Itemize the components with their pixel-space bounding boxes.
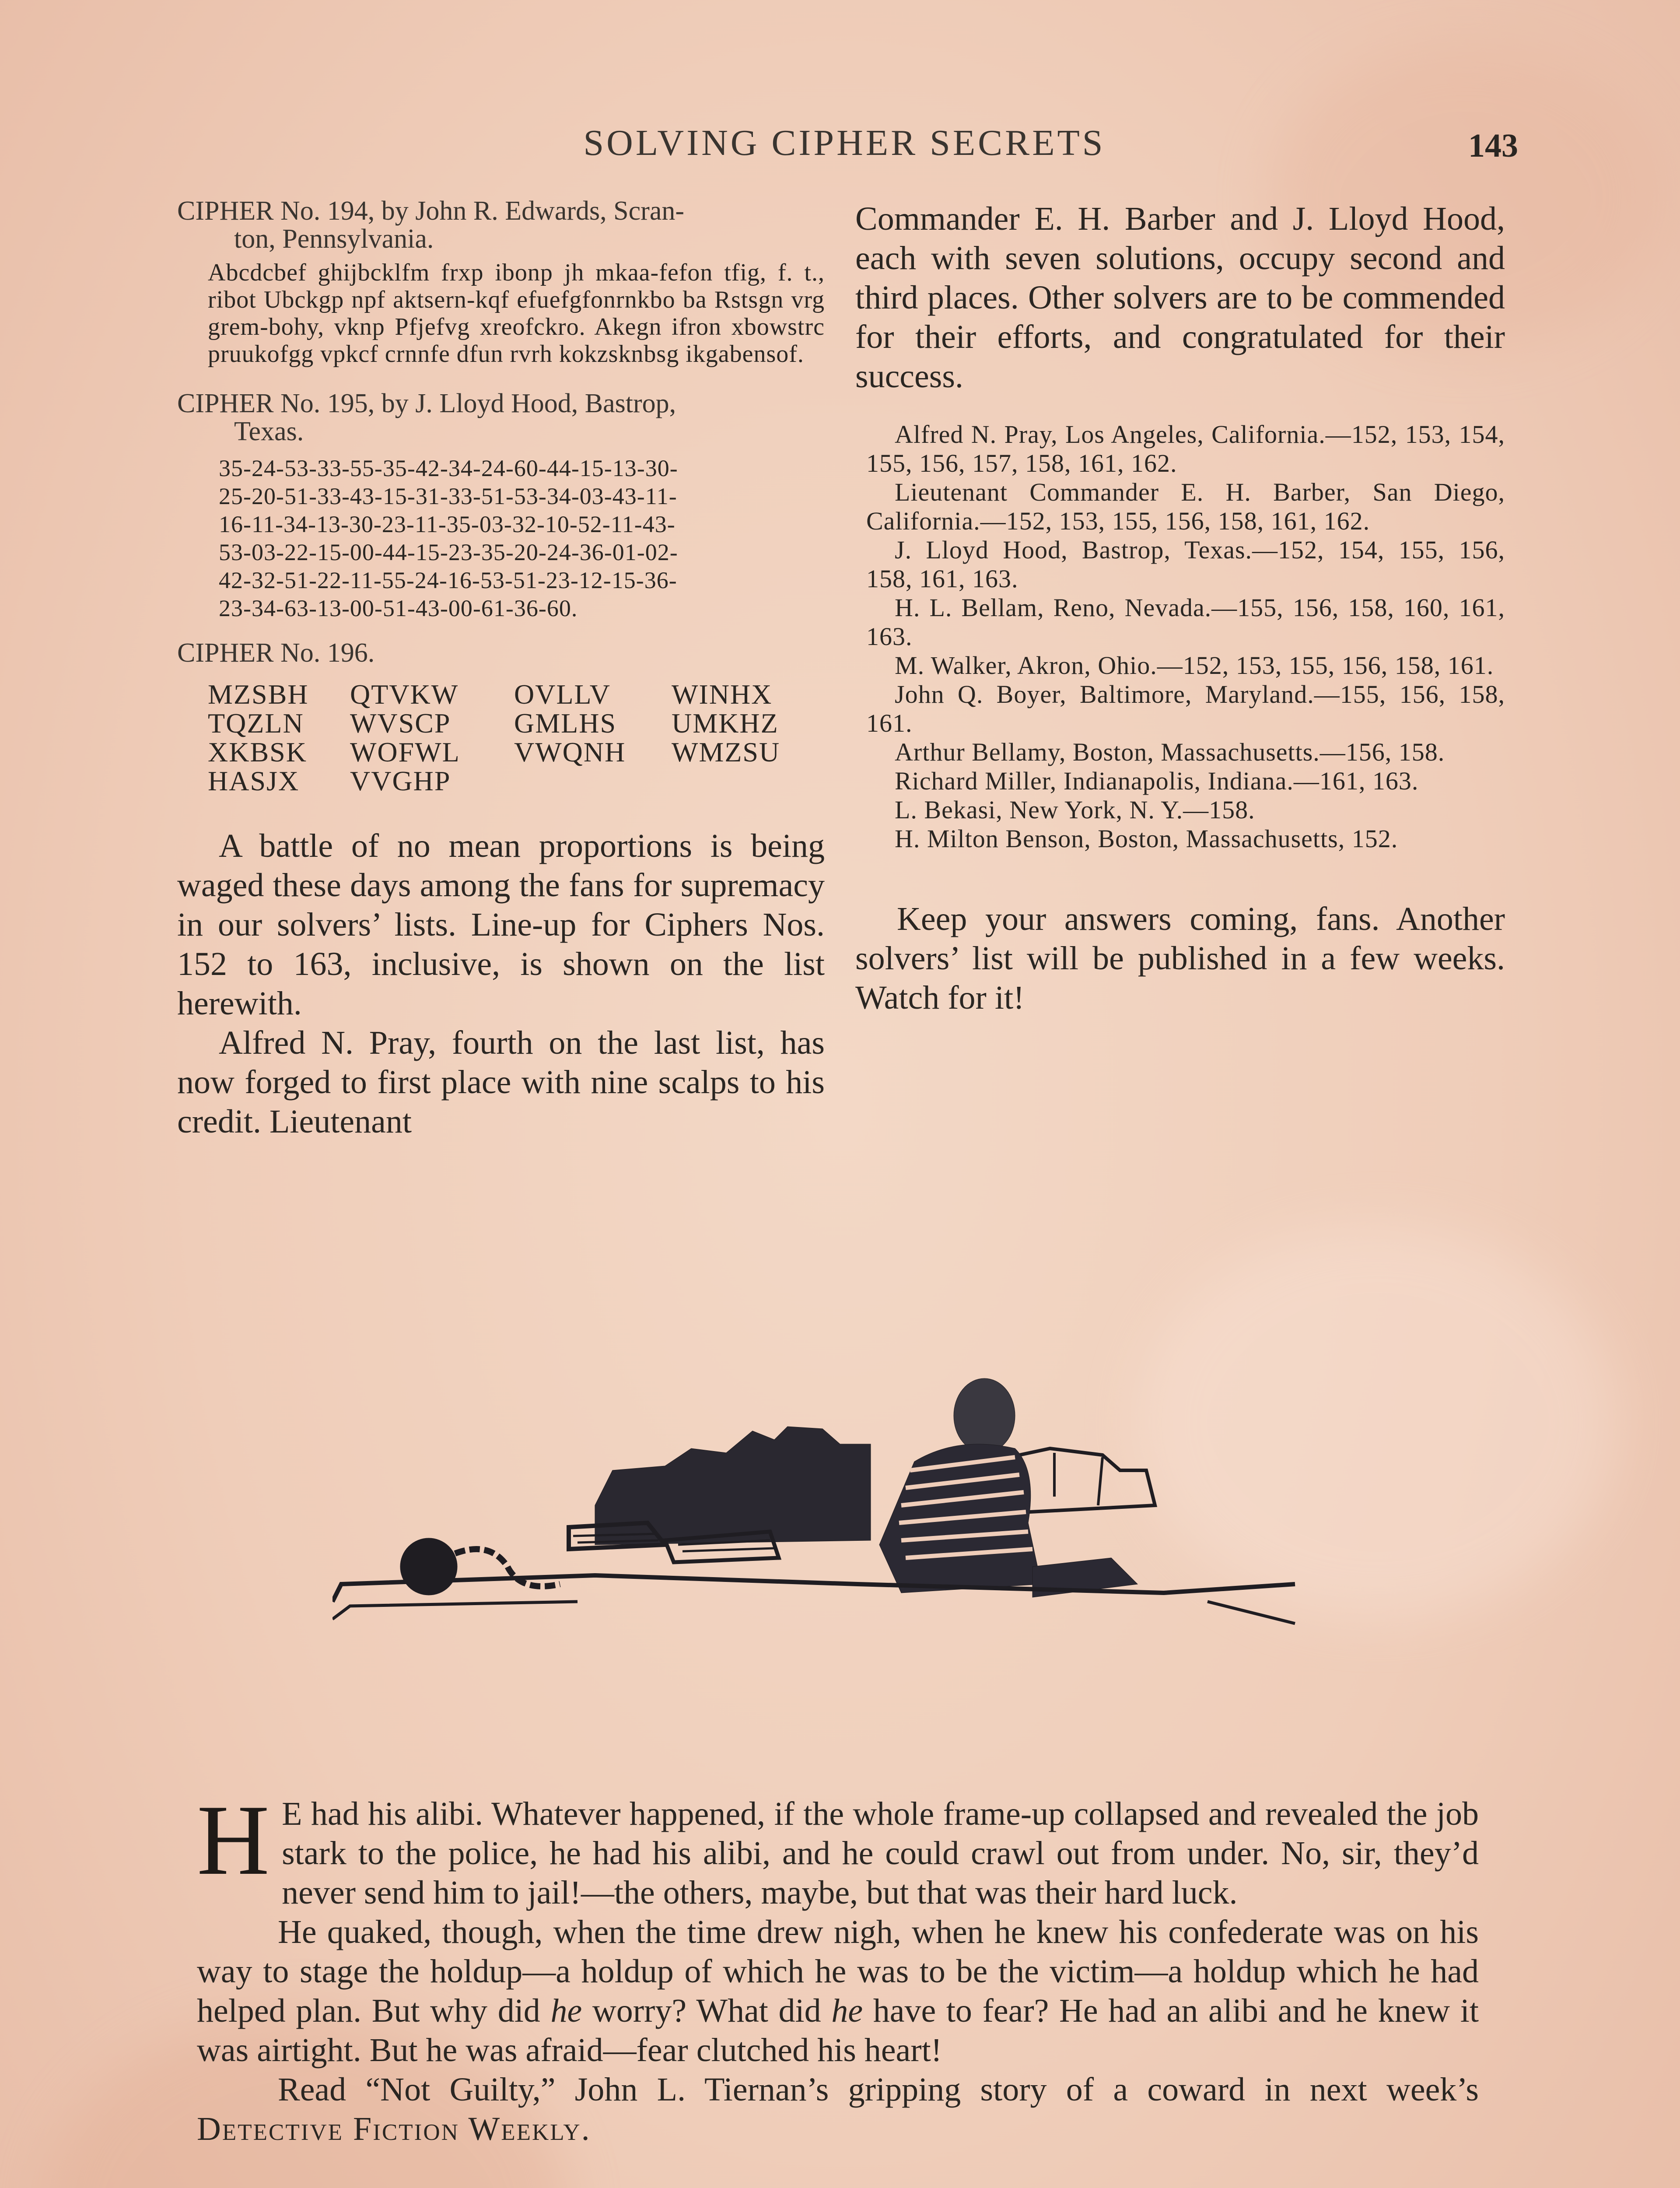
cipher-195-line: 23-34-63-13-00-51-43-00-61-36-60. [219,595,578,621]
cipher-group: HASJX [208,765,300,796]
solver-entry: H. L. Bellam, Reno, Nevada.—155, 156, 158, 160, 161, 163. [866,593,1505,651]
cipher-195-line: 25-20-51-33-43-15-31-33-51-53-34-03-43-11- [219,483,677,509]
story-paragraph-1-text: E had his alibi. Whatever happened, if the whole frame-up collapsed and revealed the job stark to the police, he had his alibi, and he could crawl out from under. No, sir, they’d never send him to jail!—the others, maybe, but that was their hard luck. [282,1795,1479,1911]
cipher-195-line: 53-03-22-15-00-44-15-23-35-20-24-36-01-02- [219,539,678,565]
story-text: He quaked, though, when the time drew nigh, when he knew his confederate was on his way to stage the holdup—a holdup of which he was to be the victim—a holdup which he had helped plan. But why did [197,1914,1479,2029]
solver-entry: J. Lloyd Hood, Bastrop, Texas.—152, 154, 155, 156, 158, 161, 163. [866,536,1505,593]
cipher-group: WOFWL [350,736,460,768]
right-intro-paragraph: Commander E. H. Barber and J. Lloyd Hood, each with seven solutions, occupy second and third places. Other solvers are to be commended for their efforts, and congratulated for their success. [855,200,1505,395]
cipher-195-heading [177,389,825,445]
story-teaser [197,1784,1479,2149]
page-number: 143 [1468,127,1518,164]
solver-entry: Alfred N. Pray, Los Angeles, California.—152, 153, 154, 155, 156, 157, 158, 161, 162. [866,420,1505,477]
cipher-group: UMKHZ [672,708,779,739]
cipher-195-line: 35-24-53-33-55-35-42-34-24-60-44-15-13-30- [219,455,678,481]
cipher-195-text [219,454,825,622]
cipher-group: OVLLV [514,679,611,710]
solvers-list [866,420,1505,853]
cipher-195-line: 42-32-51-22-11-55-24-16-53-51-23-12-15-36- [219,567,677,593]
story-paragraph-2 [197,1912,1479,2070]
cipher-group: TQZLN [208,708,304,739]
drop-cap: H [197,1784,270,1896]
solver-entry: Arthur Bellamy, Boston, Massachusetts.—156, 158. [895,738,1445,766]
cipher-group: VVGHP [350,765,451,796]
magazine-title: Detective Fiction Weekly [197,2111,581,2147]
cipher-195-line: 16-11-34-13-30-23-11-35-03-32-10-52-11-43- [219,511,676,537]
cipher-group: GMLHS [514,708,617,739]
solver-entry: Lieutenant Commander E. H. Barber, San Diego, California.—152, 153, 155, 156, 158, 161, 162. [866,478,1505,535]
story-text: worry? What did [582,1992,832,2029]
cipher-group: QTVKW [350,679,459,710]
solver-entry: L. Bekasi, New York, N. Y.—158. [895,796,1255,824]
left-column [177,197,825,1141]
cipher-196-groups [208,680,825,796]
cipher-group: WMZSU [672,736,780,768]
story-paragraph-3 [197,2070,1479,2149]
right-column [855,199,1505,1017]
story-text: . [581,2111,590,2147]
solver-entry: H. Milton Benson, Boston, Massachusetts, 152. [895,824,1398,853]
cipher-group: MZSBH [208,679,309,710]
cipher-195-heading-line1: CIPHER No. 195, by J. Lloyd Hood, Bastrop, [177,389,676,418]
left-paragraph-2: Alfred N. Pray, fourth on the last list, has now forged to first place with nine scalps to his credit. Lieutenant [177,1024,825,1140]
cipher-group: WINHX [672,679,773,710]
solver-entry: Richard Miller, Indianapolis, Indiana.—161, 163. [895,767,1419,795]
cipher-196-heading: CIPHER No. 196. [177,638,375,668]
left-paragraph-1: A battle of no mean proportions is being waged these days among the fans for supremacy in our solvers’ lists. Line-up for Ciphers Nos. 152 to 163, inclusive, is shown on the list herewith. [177,828,825,1022]
solver-entry: M. Walker, Akron, Ohio.—152, 153, 155, 156, 158, 161. [895,651,1494,680]
convict-illustration [332,1339,1304,1645]
cipher-group: XKBSK [208,736,307,768]
story-text: have to fear? He had an alibi and he knew it was airtight. But he was afraid—fear clutched his heart! [197,1992,1479,2069]
cipher-194-heading-line1: CIPHER No. 194, by John R. Edwards, Scran- [177,196,684,226]
story-emphasis: he [831,1992,863,2029]
story-emphasis: he [550,1992,582,2029]
cipher-group: WVSCP [350,708,451,739]
story-paragraph-1 [197,1784,1479,1912]
cipher-194-heading-line2: ton, Pennsylvania. [234,224,434,254]
cipher-194-heading [177,197,825,253]
cipher-group: VWQNH [514,736,626,768]
cipher-195-heading-line2: Texas. [234,417,304,446]
story-text: Read “Not Guilty,” John L. Tiernan’s gripping story of a coward in next week’s [278,2071,1479,2108]
running-header: SOLVING CIPHER SECRETS [583,123,1106,163]
cipher-194-text: Abcdcbef ghijbcklfm frxp ibonp jh mkaa-fefon tfig, f. t., ribot Ubckgp npf aktsern-kqf efuefgfonrnkbo ba Rstsgn vrg grem-bohy, vknp Pfjefvg xreofckro. Akegn ifron xbowstrc pruukofgg vpkcf crnnfe dfun rvrh kokzsknbsg ikgabensof. [208,259,825,368]
solver-entry: John Q. Boyer, Baltimore, Maryland.—155, 156, 158, 161. [866,680,1505,737]
right-closing-paragraph: Keep your answers coming, fans. Another solvers’ list will be published in a few weeks. Watch for it! [855,901,1505,1016]
